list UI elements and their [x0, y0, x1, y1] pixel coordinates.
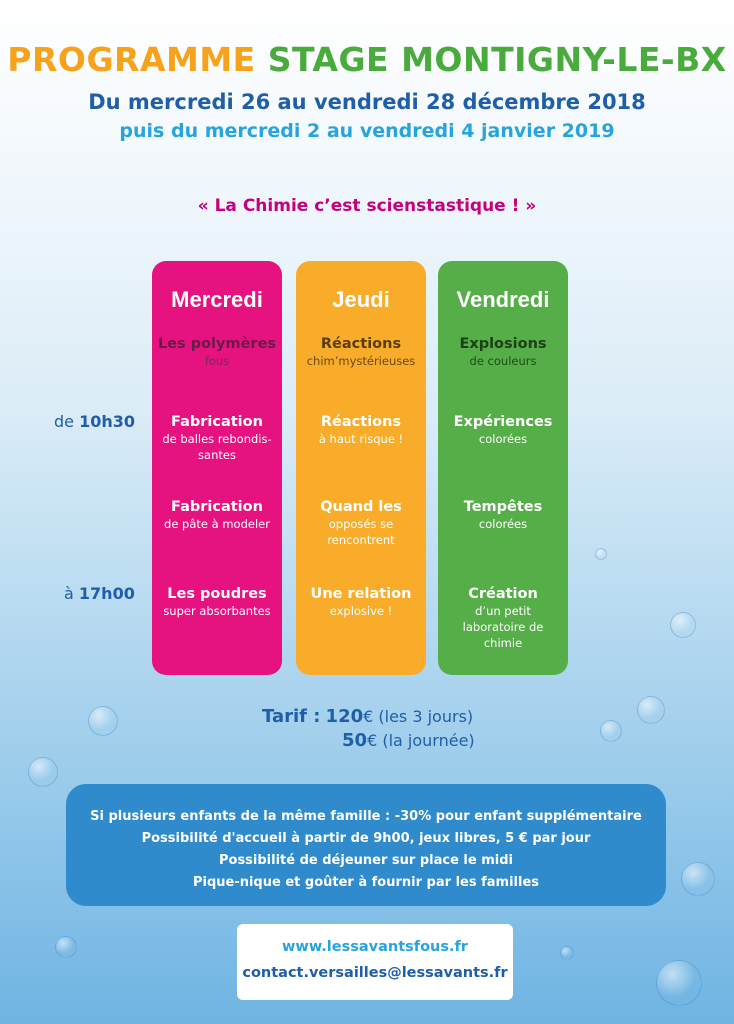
activity-title: Création — [468, 586, 538, 602]
info-box — [66, 784, 666, 906]
activity-title: Réactions — [320, 414, 402, 430]
bubble-decoration — [637, 696, 665, 724]
intro-sub: de couleurs — [469, 354, 537, 368]
activity-sub: opposés se rencontrent — [327, 517, 395, 547]
website-link[interactable]: www.lessavantsfous.fr — [282, 939, 468, 955]
page-title — [0, 40, 734, 79]
contact-box — [237, 924, 513, 1000]
day-intro — [438, 335, 568, 369]
intro-sub: chim’mystérieuses — [306, 354, 416, 368]
activity-title: Quand les — [320, 499, 402, 515]
info-line: Si plusieurs enfants de la même famille : -30% pour enfant supplémentaire — [90, 809, 642, 824]
day-name: Vendredi — [456, 287, 550, 312]
day-intro — [152, 335, 282, 369]
activity-sub: de pâte à modeler — [164, 517, 270, 531]
bubble-decoration — [560, 946, 574, 960]
bubble-decoration — [28, 757, 58, 787]
tarif-price-day: 50 — [342, 730, 368, 751]
activity — [438, 413, 568, 447]
end-time-value: 17h00 — [78, 584, 135, 603]
activity-sub: super absorbantes — [163, 604, 271, 618]
bubble-decoration — [681, 862, 715, 896]
end-time — [64, 584, 135, 603]
day-column-vendredi — [438, 261, 568, 675]
tarif-label: Tarif : — [262, 706, 321, 727]
tarif — [262, 705, 475, 753]
intro-sub: fous — [204, 354, 230, 368]
activity — [438, 585, 568, 651]
date-line-1: Du mercredi 26 au vendredi 28 décembre 2018 — [88, 90, 646, 114]
tarif-line-1 — [262, 705, 475, 729]
intro-title: Les polymères — [157, 336, 277, 352]
date-line-2: puis du mercredi 2 au vendredi 4 janvier 2019 — [119, 120, 615, 142]
activity — [438, 498, 568, 532]
day-column-mercredi — [152, 261, 282, 675]
info-line: Possibilité de déjeuner sur place le midi — [218, 853, 513, 868]
theme-heading: « La Chimie c’est scienstastique ! » — [197, 196, 537, 216]
bubble-decoration — [670, 612, 696, 638]
bubble-decoration — [600, 720, 622, 742]
tarif-price-3-days: 120 — [325, 706, 364, 727]
end-time-prefix: à — [64, 584, 74, 603]
activity-title: Fabrication — [171, 499, 263, 515]
activity — [152, 585, 282, 619]
activity-sub: à haut risque ! — [318, 432, 404, 446]
start-time-prefix: de — [54, 412, 74, 431]
tarif-unit-day: € (la journée) — [367, 731, 475, 750]
info-line: Possibilité d'accueil à partir de 9h00, jeux libres, 5 € par jour — [141, 831, 591, 846]
activity — [296, 498, 426, 548]
bubble-decoration — [88, 706, 118, 736]
tarif-line-2 — [262, 729, 475, 753]
bubble-decoration — [595, 548, 607, 560]
intro-title: Réactions — [320, 336, 402, 352]
activity — [296, 413, 426, 447]
activity — [152, 413, 282, 463]
intro-title: Explosions — [459, 336, 547, 352]
activity-title: Fabrication — [171, 414, 263, 430]
email-link[interactable]: contact.versailles@lessavants.fr — [242, 965, 508, 981]
activity-title: Les poudres — [167, 586, 267, 602]
activity-sub: de balles rebondis-santes — [162, 432, 272, 462]
title-stage: STAGE MONTIGNY-LE-BX — [267, 40, 727, 79]
day-column-jeudi — [296, 261, 426, 675]
activity-sub: colorées — [478, 432, 528, 446]
bubble-decoration — [656, 960, 702, 1006]
activity-sub: explosive ! — [329, 604, 393, 618]
start-time-value: 10h30 — [79, 412, 136, 431]
day-name: Mercredi — [171, 287, 263, 312]
tarif-unit-3-days: € (les 3 jours) — [363, 707, 474, 726]
start-time — [54, 412, 135, 431]
info-line: Pique-nique et goûter à fournir par les familles — [192, 875, 540, 890]
activity-sub: colorées — [478, 517, 528, 531]
title-programme: PROGRAMME — [7, 40, 256, 79]
activity — [152, 498, 282, 532]
activity-sub: d’un petit laboratoire de chimie — [462, 604, 544, 650]
bubble-decoration — [55, 936, 77, 958]
activity-title: Expériences — [453, 414, 553, 430]
activity-title: Une relation — [310, 586, 412, 602]
day-name: Jeudi — [332, 287, 390, 312]
day-intro — [296, 335, 426, 369]
activity — [296, 585, 426, 619]
activity-title: Tempêtes — [463, 499, 543, 515]
